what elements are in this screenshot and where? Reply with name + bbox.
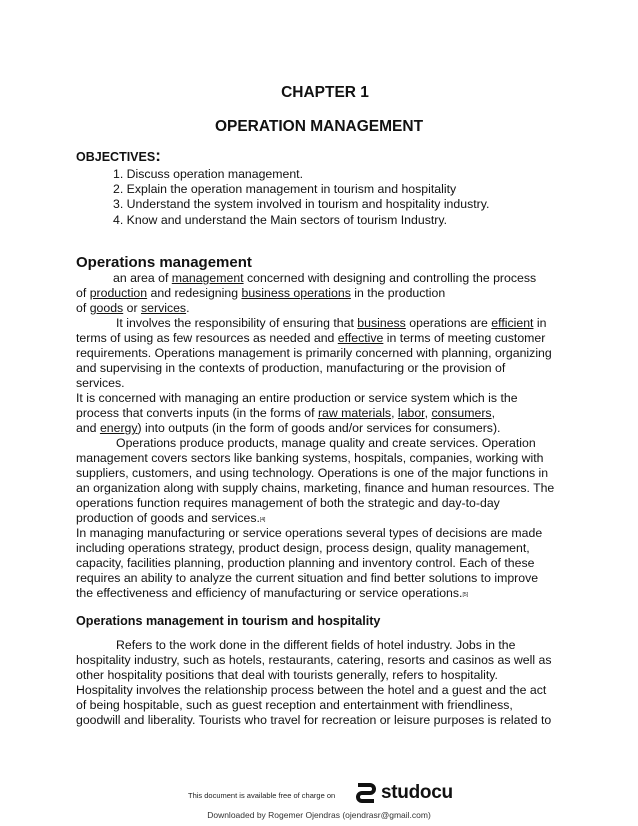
studocu-logo-icon [354, 781, 378, 805]
reference-4[interactable]: [4] [259, 517, 266, 524]
link-effective[interactable]: effective [337, 331, 384, 346]
link-business-operations[interactable]: business operations [241, 286, 351, 301]
studocu-logo-text: studocu [381, 782, 453, 803]
paragraph-system: It is concerned with managing an entire production or service system which is the process that converts inputs (in the forms of raw materials, labor, consumers, and energy) into outputs (in the form of goods and/or services for consumers). [76, 391, 518, 436]
list-item: 4. Know and understand the Main sectors of tourism Industry. [113, 212, 448, 227]
objectives-list [113, 167, 489, 228]
list-item: 2. Explain the operation management in tourism and hospitality [113, 182, 457, 197]
link-efficient[interactable]: efficient [491, 316, 534, 330]
section-heading-operations-management: Operations management [76, 254, 252, 271]
paragraph-operations: Operations produce products, manage quality and create services. Operation management covers sectors like banking systems, hospitals, companies, working with suppliers, customers, and using technology. Operations is one of the major functions in an organization along with supply chains, marketing, finance and human resources. The operations function requires management of both the strategic and day-to-day production of goods and services.[4] [76, 436, 555, 526]
link-raw-materials[interactable]: raw materials [317, 406, 392, 421]
paragraph-definition: an area of management concerned with designing and controlling the process of production and redesigning business operations in the production of goods or services. [76, 271, 537, 316]
link-goods[interactable]: goods [89, 301, 124, 316]
paragraph-hospitality: Refers to the work done in the different fields of hotel industry. Jobs in the hospitality industry, such as hotels, restaurants, catering, resorts and casinos as well as other hospitality positions that deal with tourists generally, refers to hospitality. Hospitality involves the relationship process between the hotel and a guest and the act of being hospitable, such as guest reception and entertainment with friendliness, goodwill and liberality. Tourists who travel for recreation or leisure purposes is related to [76, 638, 552, 728]
list-item: 1. Discuss operation management. [113, 167, 304, 181]
link-production[interactable]: production [89, 286, 148, 301]
chapter-heading: CHAPTER 1 [281, 84, 369, 101]
link-labor[interactable]: labor [397, 406, 425, 421]
link-business[interactable]: business [357, 316, 406, 330]
section-heading-tourism-hospitality: Operations management in tourism and hospitality [76, 614, 381, 628]
objectives-heading: OBJECTIVES: [76, 146, 161, 165]
footer-download-note: Downloaded by Rogemer Ojendras (ojendrasr@gmail.com) [207, 810, 431, 820]
link-management[interactable]: management [171, 271, 244, 285]
link-services[interactable]: services [140, 301, 187, 316]
link-consumers[interactable]: consumers [431, 406, 492, 421]
page-title: OPERATION MANAGEMENT [214, 118, 424, 135]
reference-5[interactable]: [5] [462, 592, 468, 599]
paragraph-decisions: In managing manufacturing or service operations several types of decisions are made including operations strategy, product design, process design, quality management, capacity, facilities planning, production planning and inventory control. Each of these requires an ability to analyze the current situation and find better solutions to improve the effectiveness and efficiency of manufacturing or service operations.[5] [76, 526, 543, 601]
studocu-logo[interactable] [354, 781, 453, 805]
footer-availability-note: This document is available free of charge on [188, 791, 336, 800]
list-item: 3. Understand the system involved in tourism and hospitality industry. [113, 197, 490, 212]
paragraph-responsibility: It involves the responsibility of ensuring that business operations are efficient in terms of using as few resources as needed and effective in terms of meeting customer requirements. Operations management is primarily concerned with planning, organizing and supervising in the contexts of production, manufacturing or the provision of services. [76, 316, 552, 391]
link-energy[interactable]: energy [99, 421, 138, 436]
